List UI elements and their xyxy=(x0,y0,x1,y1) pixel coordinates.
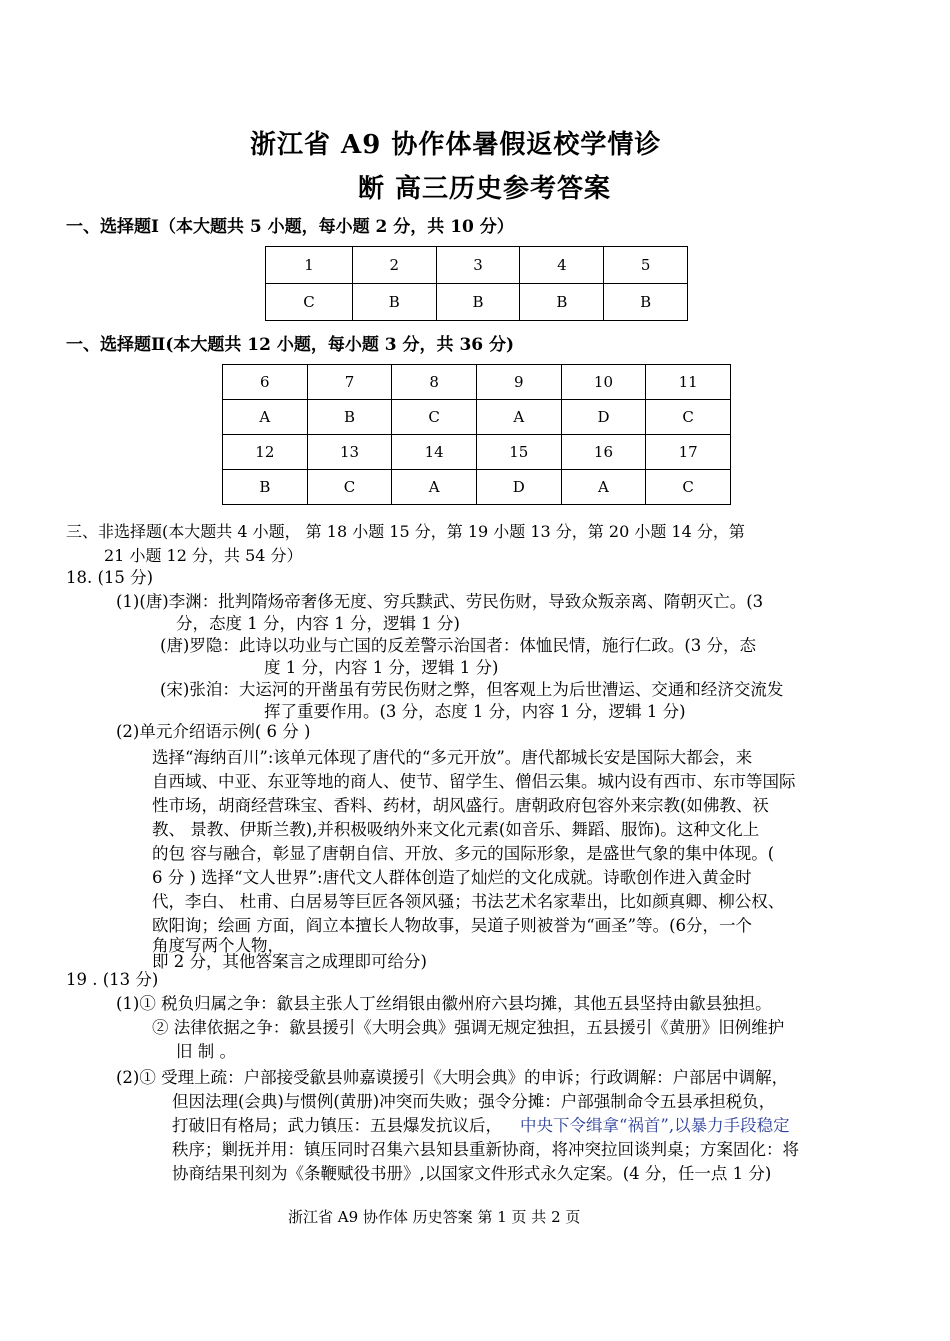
q18-zhangji-line1: (宋)张洎：大运河的开凿虽有劳民伤财之弊，但客观上为后世漕运、交通和经济交流发 xyxy=(160,680,784,699)
table-cell: B xyxy=(223,470,308,505)
q19-part2-line: 协商结果刊刻为《条鞭赋役书册》,以国家文件形式永久定案。(4 分，任一点 1 分) xyxy=(172,1164,772,1183)
table-cell: 16 xyxy=(561,435,646,470)
table-cell: 3 xyxy=(436,247,520,284)
table-cell: B xyxy=(307,400,392,435)
answer-row xyxy=(223,400,731,435)
q19-part2-line: (2)① 受理上疏：户部接受歙县帅嘉谟援引《大明会典》的申诉；行政调解：户部居中调解， xyxy=(116,1068,789,1087)
q19-part2-line xyxy=(172,1114,790,1138)
table-cell: 8 xyxy=(392,365,477,400)
table-cell: B xyxy=(520,284,604,321)
q19-part1-line: 旧 制 。 xyxy=(176,1042,236,1061)
answer-table-1 xyxy=(265,246,688,321)
q18-essay-line: 代，李白、 杜甫、白居易等巨匠各领风骚；书法艺术名家辈出，比如颜真卿、柳公权、 xyxy=(152,892,785,911)
q18-zhangji-line2: 挥了重要作用。(3 分，态度 1 分，内容 1 分，逻辑 1 分) xyxy=(264,702,686,721)
table-cell: 5 xyxy=(604,247,688,284)
table-cell: C xyxy=(392,400,477,435)
question-number-row xyxy=(266,247,688,284)
page-title-line2: 断 高三历史参考答案 xyxy=(358,174,612,204)
section1-heading: 一、选择题Ⅰ（本大题共 5 小题，每小题 2 分，共 10 分） xyxy=(66,217,514,237)
table-cell: 14 xyxy=(392,435,477,470)
answer-row xyxy=(223,470,731,505)
table-cell: B xyxy=(352,284,436,321)
q18-luoyin-line2: 度 1 分，内容 1 分，逻辑 1 分) xyxy=(264,658,499,677)
section3-heading-line2: 21 小题 12 分，共 54 分） xyxy=(104,546,303,565)
table-cell: C xyxy=(266,284,353,321)
table-cell: A xyxy=(561,470,646,505)
q18-essay-line: 即 2 分，其他答案言之成理即可给分) xyxy=(152,952,427,971)
table-cell: 7 xyxy=(307,365,392,400)
table-cell: 17 xyxy=(646,435,731,470)
q18-part1-line2: 分，态度 1 分，内容 1 分，逻辑 1 分) xyxy=(176,614,460,633)
table-cell: C xyxy=(646,470,731,505)
q18-essay-line: 角度写两个人物， xyxy=(152,936,284,955)
section3-heading-line1: 三、非选择题(本大题共 4 小题， 第 18 小题 15 分，第 19 小题 13 分，第 20 小题 14 分，第 xyxy=(66,522,745,541)
q19-part1-line: ② 法律依据之争：歙县援引《大明会典》强调无规定独担，五县援引《黄册》旧例维护 xyxy=(152,1018,785,1037)
answer-row xyxy=(266,284,688,321)
table-cell: 15 xyxy=(476,435,561,470)
q19-part2-line: 秩序；剿抚并用：镇压同时召集六县知县重新协商，将冲突拉回谈判桌；方案固化：将 xyxy=(172,1140,799,1159)
q18-part1-line1: (1)(唐)李渊：批判隋炀帝奢侈无度、穷兵黩武、劳民伤财，导致众叛亲离、隋朝灭亡。(3 xyxy=(116,592,764,611)
table-cell: D xyxy=(561,400,646,435)
question-number-row xyxy=(223,435,731,470)
q18-essay-line: 性市场，胡商经营珠宝、香料、药材，胡风盛行。唐朝政府包容外来宗教(如佛教、祆 xyxy=(152,796,769,815)
q19-part2-line: 但因法理(会典)与惯例(黄册)冲突而失败；强令分摊：户部强制命令五县承担税负， xyxy=(172,1092,776,1111)
q19-part2-highlight: 中央下令缉拿“祸首”,以暴力手段稳定 xyxy=(520,1116,790,1135)
q18-essay-line: 选择“海纳百川”:该单元体现了唐代的“多元开放”。唐代都城长安是国际大都会，来 xyxy=(152,748,753,767)
answer-table-2 xyxy=(222,364,731,505)
table-cell: 13 xyxy=(307,435,392,470)
table-cell: 6 xyxy=(223,365,308,400)
table-cell: 1 xyxy=(266,247,353,284)
table-cell: A xyxy=(223,400,308,435)
table-cell: B xyxy=(436,284,520,321)
page-footer: 浙江省 A9 协作体 历史答案 第 1 页 共 2 页 xyxy=(288,1208,581,1226)
table-cell: A xyxy=(392,470,477,505)
table-cell: 10 xyxy=(561,365,646,400)
q18-essay-line: 自西域、中亚、东亚等地的商人、使节、留学生、僧侣云集。城内设有西市、东市等国际 xyxy=(152,772,796,791)
q18-part2-label: (2)单元介绍语示例( 6 分 ) xyxy=(116,722,311,741)
q18-essay-line: 6 分 ) 选择“文人世界”:唐代文人群体创造了灿烂的文化成就。诗歌创作进入黄金时 xyxy=(152,868,752,887)
q18-luoyin-line1: (唐)罗隐：此诗以功业与亡国的反差警示治国者：体恤民情，施行仁政。(3 分，态 xyxy=(160,636,757,655)
table-cell: B xyxy=(604,284,688,321)
question-19-label: 19 . (13 分) xyxy=(66,970,159,989)
table-cell: 11 xyxy=(646,365,731,400)
q19-part1-line: (1)① 税负归属之争：歙县主张人丁丝绢银由徽州府六县均摊，其他五县坚持由歙县独担。 xyxy=(116,994,772,1013)
q19-part2-text: 打破旧有格局；武力镇压：五县爆发抗议后， xyxy=(172,1116,502,1135)
table-cell: 9 xyxy=(476,365,561,400)
table-cell: C xyxy=(646,400,731,435)
table-cell: 2 xyxy=(352,247,436,284)
q18-essay-line: 的包 容与融合，彰显了唐朝自信、开放、多元的国际形象，是盛世气象的集中体现。( xyxy=(152,844,775,863)
q18-essay-line: 欧阳询；绘画 方面，阎立本擅长人物故事，吴道子则被誉为“画圣”等。(6分，一个 xyxy=(152,916,753,935)
table-cell: C xyxy=(307,470,392,505)
table-cell: A xyxy=(476,400,561,435)
table-cell: D xyxy=(476,470,561,505)
q18-essay-line: 教、 景教、伊斯兰教),并积极吸纳外来文化元素(如音乐、舞蹈、服饰)。这种文化上 xyxy=(152,820,760,839)
page-title-line1: 浙江省 A9 协作体暑假返校学情诊 xyxy=(250,130,662,160)
table-cell: 4 xyxy=(520,247,604,284)
question-18-label: 18. (15 分) xyxy=(66,568,154,587)
question-number-row xyxy=(223,365,731,400)
table-cell: 12 xyxy=(223,435,308,470)
section2-heading: 一、选择题Ⅱ(本大题共 12 小题，每小题 3 分，共 36 分) xyxy=(66,335,515,355)
